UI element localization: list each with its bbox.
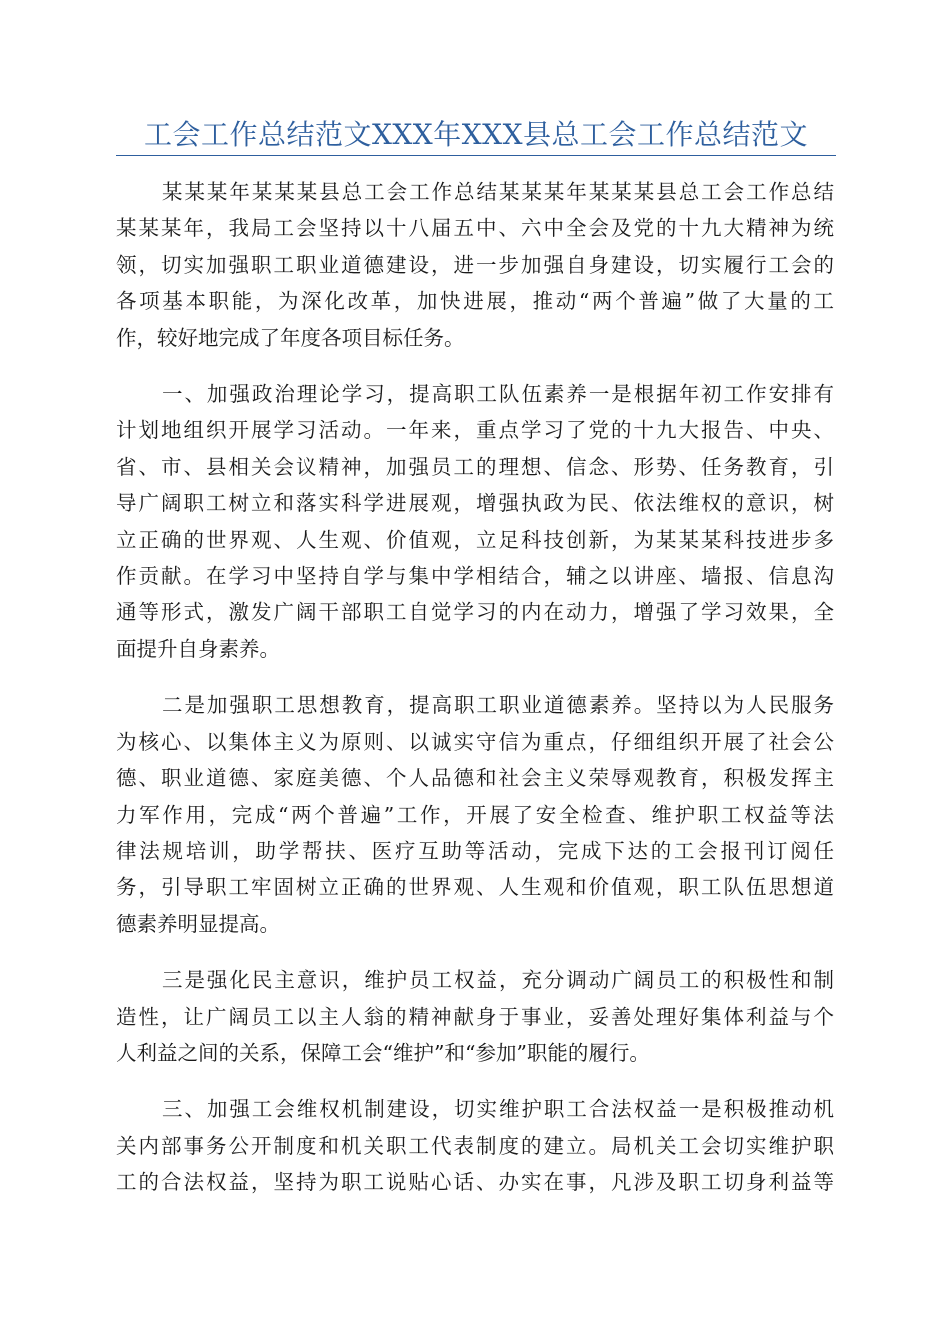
text-line: 力军作用，完成“两个普遍”工作，开展了安全检查、维护职工权益等法 [116,802,834,827]
paragraph-democratic-awareness [116,962,834,1071]
text-line: 一、加强政治理论学习，提高职工队伍素养一是根据年初工作安排有 [162,382,834,407]
text-line: 人利益之间的关系，保障工会“维护”和“参加”职能的履行。 [116,1040,650,1065]
text-line: 计划地组织开展学习活动。一年来，重点学习了党的十九大报告、中央、 [116,418,834,443]
text-line: 德、职业道德、家庭美德、个人品德和社会主义荣辱观教育，积极发挥主 [116,766,834,791]
text-line: 省、市、县相关会议精神，加强员工的理想、信念、形势、任务教育，引 [116,454,834,479]
text-line: 二是加强职工思想教育，提高职工职业道德素养。坚持以为人民服务 [162,693,834,718]
text-line: 三是强化民主意识，维护员工权益，充分调动广阔员工的积极性和制 [162,968,834,993]
text-line: 立正确的世界观、人生观、价值观，立足科技创新，为某某某科技进步多 [116,527,834,552]
text-line: 作贡献。在学习中坚持自学与集中学相结合，辅之以讲座、墙报、信息沟 [116,564,834,589]
text-line: 某某某年某某某县总工会工作总结某某某年某某某县总工会工作总结 [162,180,834,204]
text-line: 关内部事务公开制度和机关职工代表制度的建立。局机关工会切实维护职 [116,1133,834,1158]
text-line: 作，较好地完成了年度各项目标任务。 [116,325,465,350]
paragraph-section-three [116,1091,834,1200]
text-line: 导广阔职工树立和落实科学进展观，增强执政为民、依法维权的意识，树 [116,491,834,516]
text-line: 某某某年，我局工会坚持以十八届五中、六中全会及党的十九大精神为统 [116,216,834,241]
paragraph-ideological-education [116,687,834,942]
text-line: 律法规培训，助学帮扶、医疗互助等活动，完成下达的工会报刊订阅任 [116,838,834,863]
text-line: 为核心、以集体主义为原则、以诚实守信为重点，仔细组织开展了社会公 [116,729,834,754]
text-line: 面提升自身素养。 [116,636,280,661]
text-line: 三、加强工会维权机制建设，切实维护职工合法权益一是积极推动机 [162,1097,834,1122]
text-line: 造性，让广阔员工以主人翁的精神献身于事业，妥善处理好集体利益与个 [116,1004,834,1029]
text-line: 德素养明显提高。 [116,911,280,936]
title-underline [116,155,836,156]
text-line: 通等形式，激发广阔干部职工自觉学习的内在动力，增强了学习效果，全 [116,600,834,625]
text-line: 工的合法权益，坚持为职工说贴心话、办实在事，凡涉及职工切身利益等 [116,1170,834,1195]
document-title: 工会工作总结范文XXX年XXX县总工会工作总结范文 [143,118,809,151]
text-line: 领，切实加强职工职业道德建设，进一步加强自身建设，切实履行工会的 [116,252,834,277]
text-line: 务，引导职工牢固树立正确的世界观、人生观和价值观，职工队伍思想道 [116,875,834,900]
document-body [116,174,834,1221]
text-line: 各项基本职能，为深化改革，加快进展，推动“两个普遍”做了大量的工 [116,289,834,314]
paragraph-section-one [116,376,834,667]
paragraph-intro [116,174,834,356]
